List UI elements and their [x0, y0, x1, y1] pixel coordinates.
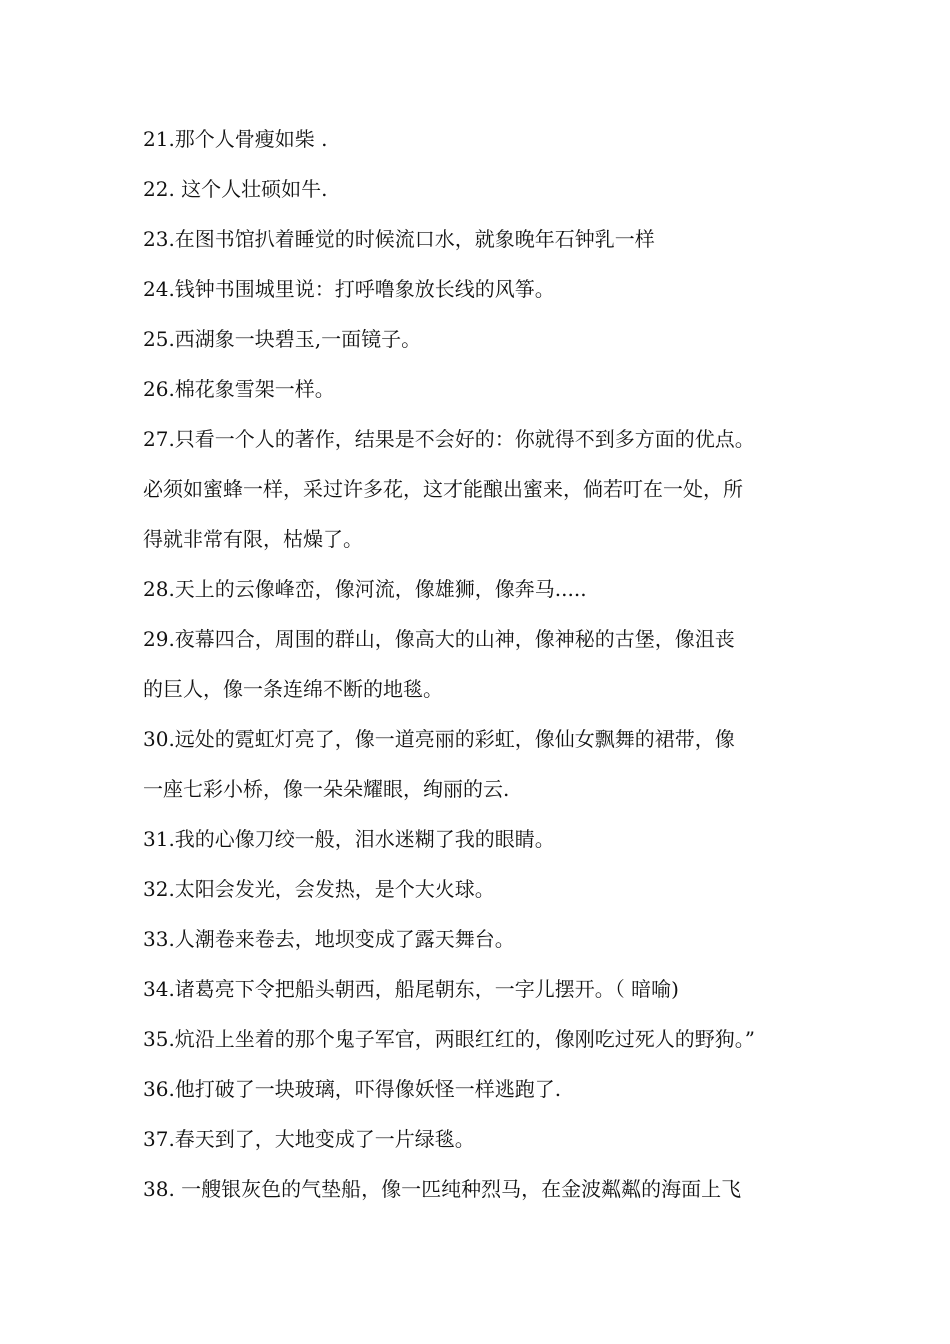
- text-line-24: 24.钱钟书围城里说：打呼噜象放长线的风筝。: [143, 277, 555, 301]
- text-line-28: 28.天上的云像峰峦，像河流，像雄狮，像奔马.....: [143, 577, 587, 601]
- document-body: [143, 114, 815, 1214]
- text-line-34: 34.诸葛亮下令把船头朝西，船尾朝东，一字儿摆开。（ 暗喻): [143, 977, 679, 1001]
- text-line-33: 33.人潮卷来卷去，地坝变成了露天舞台。: [143, 927, 515, 951]
- text-line-23: 23.在图书馆扒着睡觉的时候流口水，就象晚年石钟乳一样: [143, 227, 655, 251]
- text-line-31: 31.我的心像刀绞一般，泪水迷糊了我的眼睛。: [143, 827, 555, 851]
- text-line-35: 35.炕沿上坐着的那个鬼子军官，两眼红红的，像刚吃过死人的野狗。”: [143, 1027, 756, 1051]
- text-line-27a: 27.只看一个人的著作，结果是不会好的：你就得不到多方面的优点。: [143, 427, 755, 451]
- text-line-27b: 必须如蜜蜂一样，采过许多花，这才能酿出蜜来，倘若叮在一处，所: [143, 477, 743, 501]
- text-line-29b: 的巨人，像一条连绵不断的地毯。: [143, 677, 443, 701]
- text-line-25: 25.西湖象一块碧玉,一面镜子。: [143, 327, 422, 351]
- text-line-38: 38. 一艘银灰色的气垫船，像一匹纯种烈马，在金波粼粼的海面上飞: [143, 1177, 742, 1201]
- text-line-30a: 30.远处的霓虹灯亮了，像一道亮丽的彩虹，像仙女飘舞的裙带，像: [143, 727, 735, 751]
- text-line-26: 26.棉花象雪架一样。: [143, 377, 335, 401]
- text-line-37: 37.春天到了，大地变成了一片绿毯。: [143, 1127, 475, 1151]
- text-line-32: 32.太阳会发光，会发热，是个大火球。: [143, 877, 495, 901]
- text-line-36: 36.他打破了一块玻璃，吓得像妖怪一样逃跑了.: [143, 1077, 562, 1101]
- text-line-21: 21.那个人骨瘦如柴 .: [143, 127, 328, 151]
- text-line-27c: 得就非常有限，枯燥了。: [143, 527, 363, 551]
- text-line-29a: 29.夜幕四合，周围的群山，像高大的山神，像神秘的古堡，像沮丧: [143, 627, 735, 651]
- text-line-22: 22. 这个人壮硕如牛.: [143, 177, 328, 201]
- text-line-30b: 一座七彩小桥，像一朵朵耀眼，绚丽的云.: [143, 777, 510, 801]
